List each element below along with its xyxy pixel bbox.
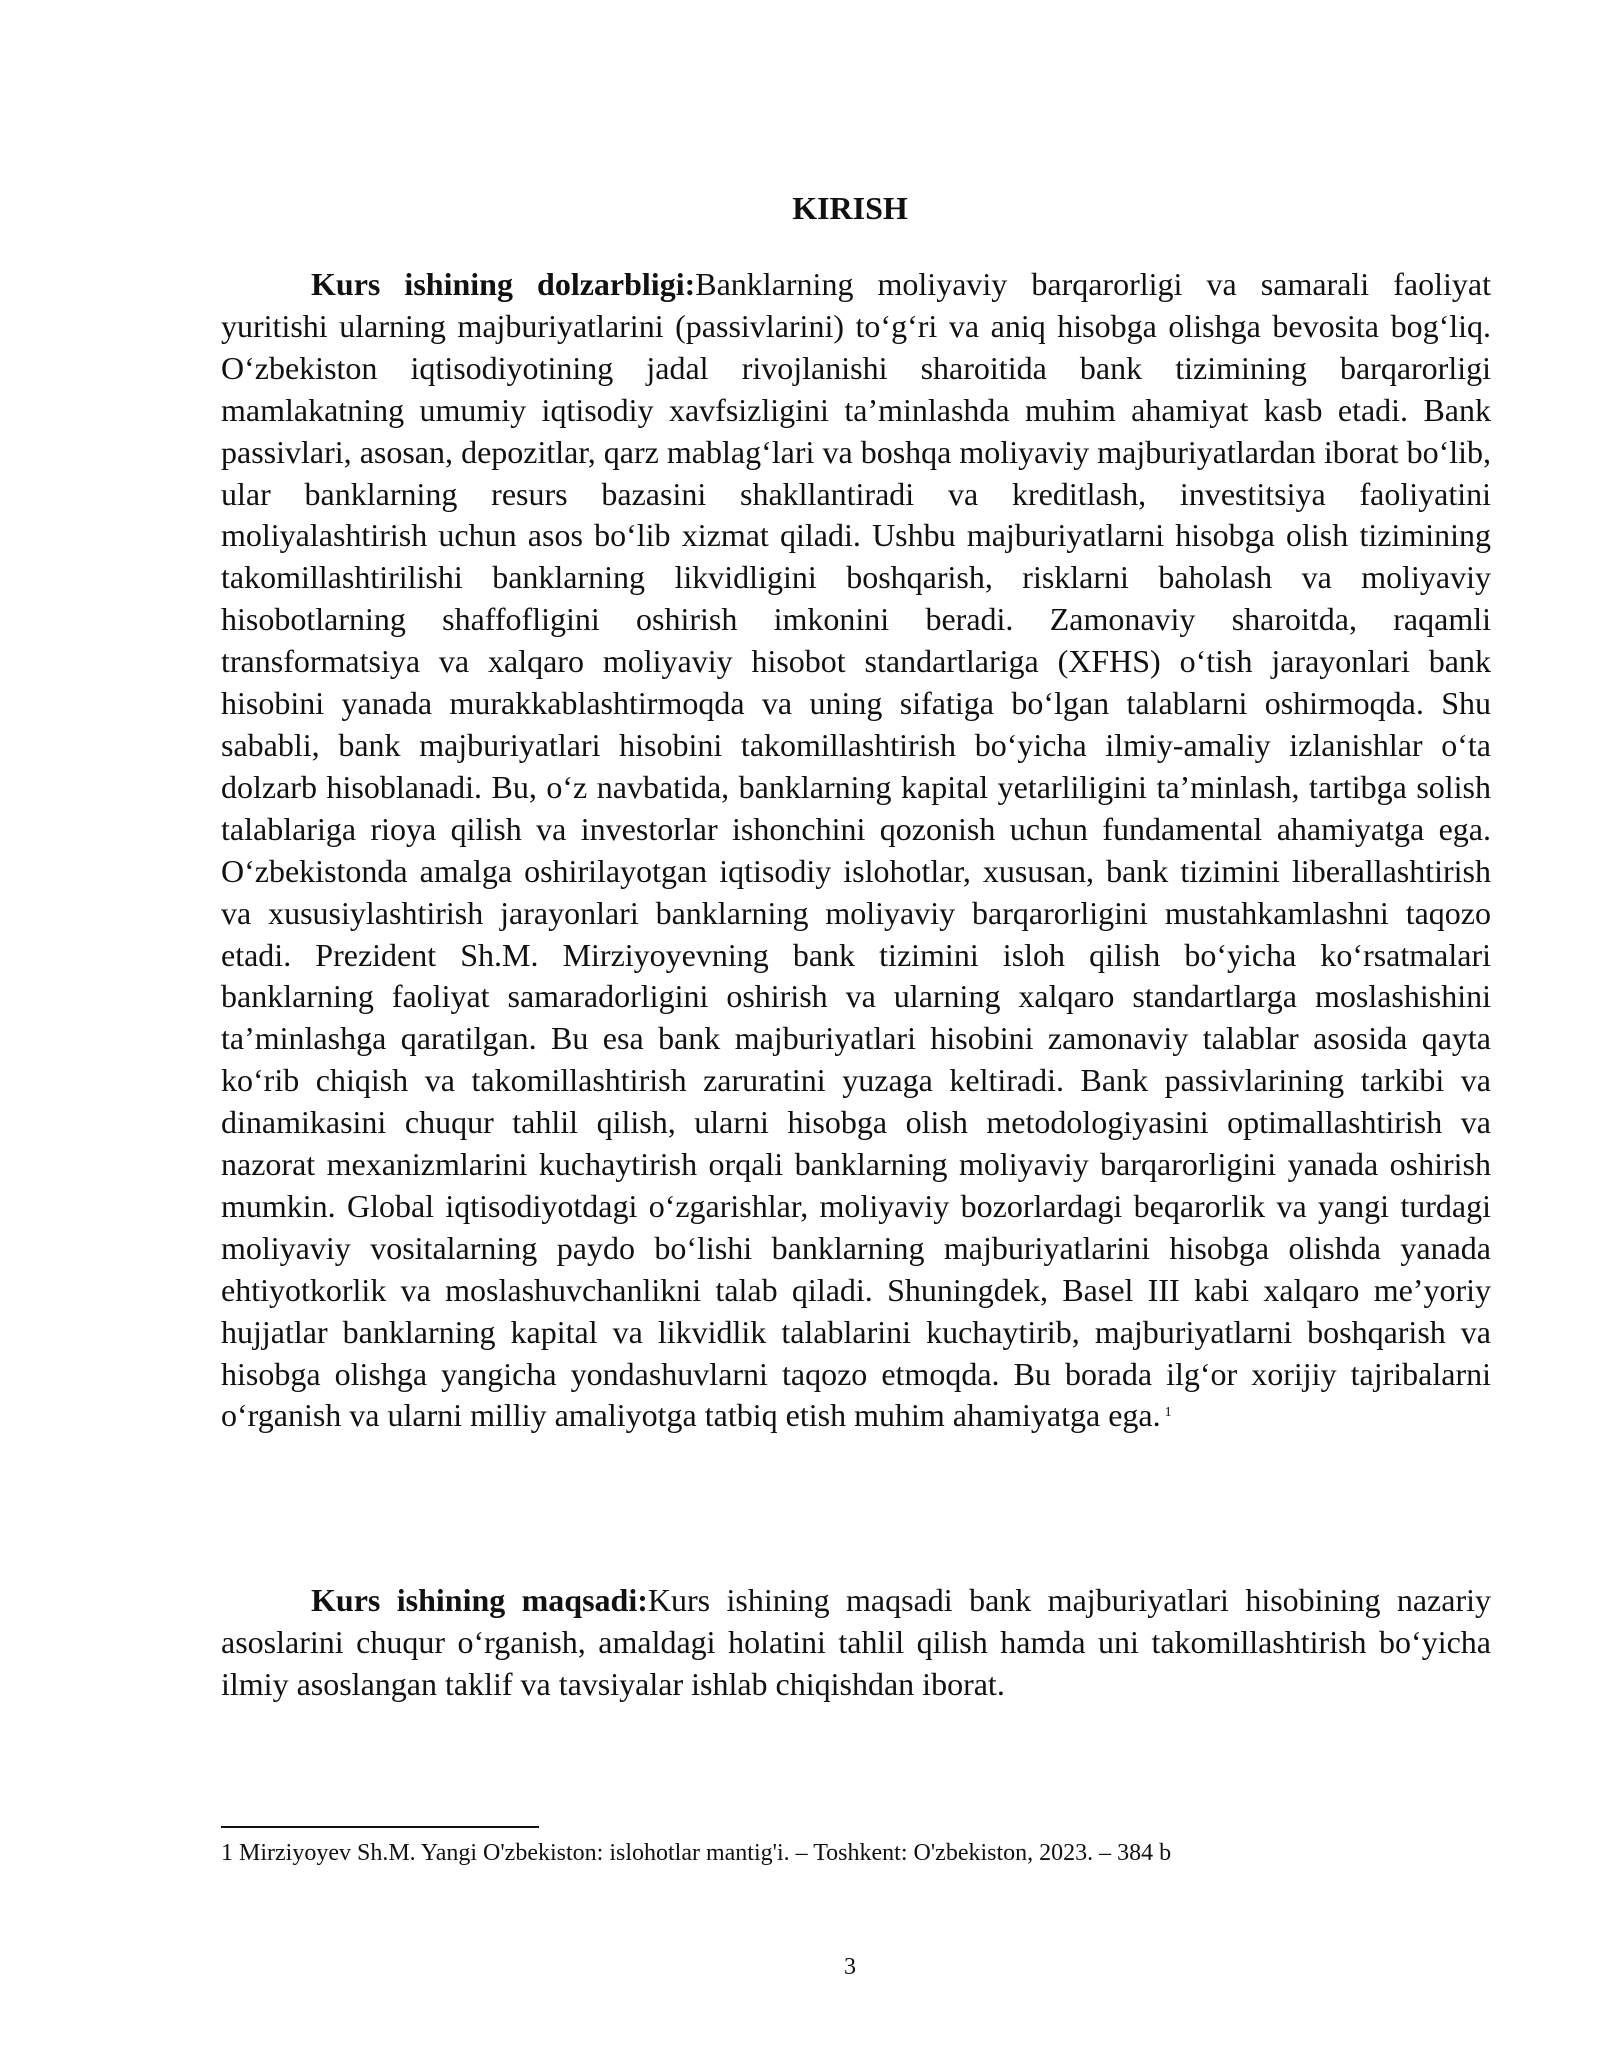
page-number: 3 [844, 1954, 856, 1980]
paragraph-goal [221, 1580, 1491, 1706]
paragraph-text-goal: Kurs ishining maqsadi bank majburiyatlari hisobining nazariy asoslarini chuqur o‘rganish, amaldagi holatini tahlil qilish hamda uni takomillashtirish bo‘yicha ilmiy asoslangan taklif va tavsiyalar ishlab chiqishdan iborat. [221, 1582, 1492, 1702]
paragraph-lead-goal: Kurs ishining maqsadi: [311, 1582, 648, 1618]
paragraph-text-relevance: Banklarning moliyaviy barqarorligi va samarali faoliyat yuritishi ularning majburiyatlarini (passivlarini) to‘g‘ri va aniq hisobga olishga bevosita bog‘liq. O‘zbekiston iqtisodiyotining jadal rivojlanishi sharoitida bank tizimining barqarorligi mamlakatning umumiy iqtisodiy xavfsizligini ta’minlashda muhim ahamiyat kasb etadi. Bank passivlari, asosan, depozitlar, qarz mablag‘lari va boshqa moliyaviy majburiyatlardan iborat bo‘lib, ular banklarning resurs bazasini shakllantiradi va kreditlash, investitsiya faoliyatini moliyalashtirish uchun asos bo‘lib xizmat qiladi. Ushbu majburiyatlarni hisobga olish tizimining takomillashtirilishi banklarning likvidligini boshqarish, risklarni baholash va moliyaviy hisobotlarning shaffofligini oshirish imkonini beradi. Zamonaviy sharoitda, raqamli transformatsiya va xalqaro moliyaviy hisobot standartlariga (XFHS) o‘tish jarayonlari bank hisobini yanada murakkablashtirmoqda va uning sifatiga bo‘lgan talablarni oshirmoqda. Shu sababli, bank majburiyatlari hisobini takomillashtirish bo‘yicha ilmiy-amaliy izlanishlar o‘ta dolzarb hisoblanadi. Bu, o‘z navbatida, banklarning kapital yetarliligini ta’minlash, tartibga solish talablariga rioya qilish va investorlar ishonchini qozonish uchun fundamental ahamiyatga ega. O‘zbekistonda amalga oshirilayotgan iqtisodiy islohotlar, xususan, bank tizimini liberallashtirish va xususiylashtirish jarayonlari banklarning moliyaviy barqarorligini mustahkamlashni taqozo etadi. Prezident Sh.M. Mirziyoyevning bank tizimini isloh qilish bo‘yicha ko‘rsatmalari banklarning faoliyat samaradorligini oshirish va ularning xalqaro standartlarga moslashishini ta’minlashga qaratilgan. Bu esa bank majburiyatlari hisobini zamonaviy talablar asosida qayta ko‘rib chiqish va takomillashtirish zaruratini yuzaga keltiradi. Bank passivlarining tarkibi va dinamikasini chuqur tahlil qilish, ularni hisobga olish metodologiyasini optimallashtirish va nazorat mexanizmlarini kuchaytirish orqali banklarning moliyaviy barqarorligini yanada oshirish mumkin. Global iqtisodiyotdagi o‘zgarishlar, moliyaviy bozorlardagi beqarorlik va yangi turdagi moliyaviy vositalarning paydo bo‘lishi banklarning majburiyatlarini hisobga olishda yanada ehtiyotkorlik va moslashuvchanlikni talab qiladi. Shuningdek, Basel III kabi xalqaro me’yoriy hujjatlar banklarning kapital va likvidlik talablarini kuchaytirib, majburiyatlarni boshqarish va hisobga olishga yangicha yondashuvlarni taqozo etmoqda. Bu borada ilg‘or xorijiy tajribalarni o‘rganish va ularni milliy amaliyotga tatbiq etish muhim ahamiyatga ega. [221, 266, 1492, 1434]
paragraph-lead-relevance: Kurs ishining dolzarbligi: [311, 266, 696, 302]
page-title: KIRISH [792, 190, 908, 226]
paragraph-relevance [221, 264, 1491, 1437]
footnote: 1 Mirziyoyev Sh.M. Yangi O'zbekiston: islohotlar mantig'i. – Toshkent: O'zbekiston, 2023. – 384 b [221, 1840, 1172, 1866]
footnote-divider [221, 1826, 539, 1828]
footnote-reference[interactable]: 1 [1164, 1405, 1172, 1421]
